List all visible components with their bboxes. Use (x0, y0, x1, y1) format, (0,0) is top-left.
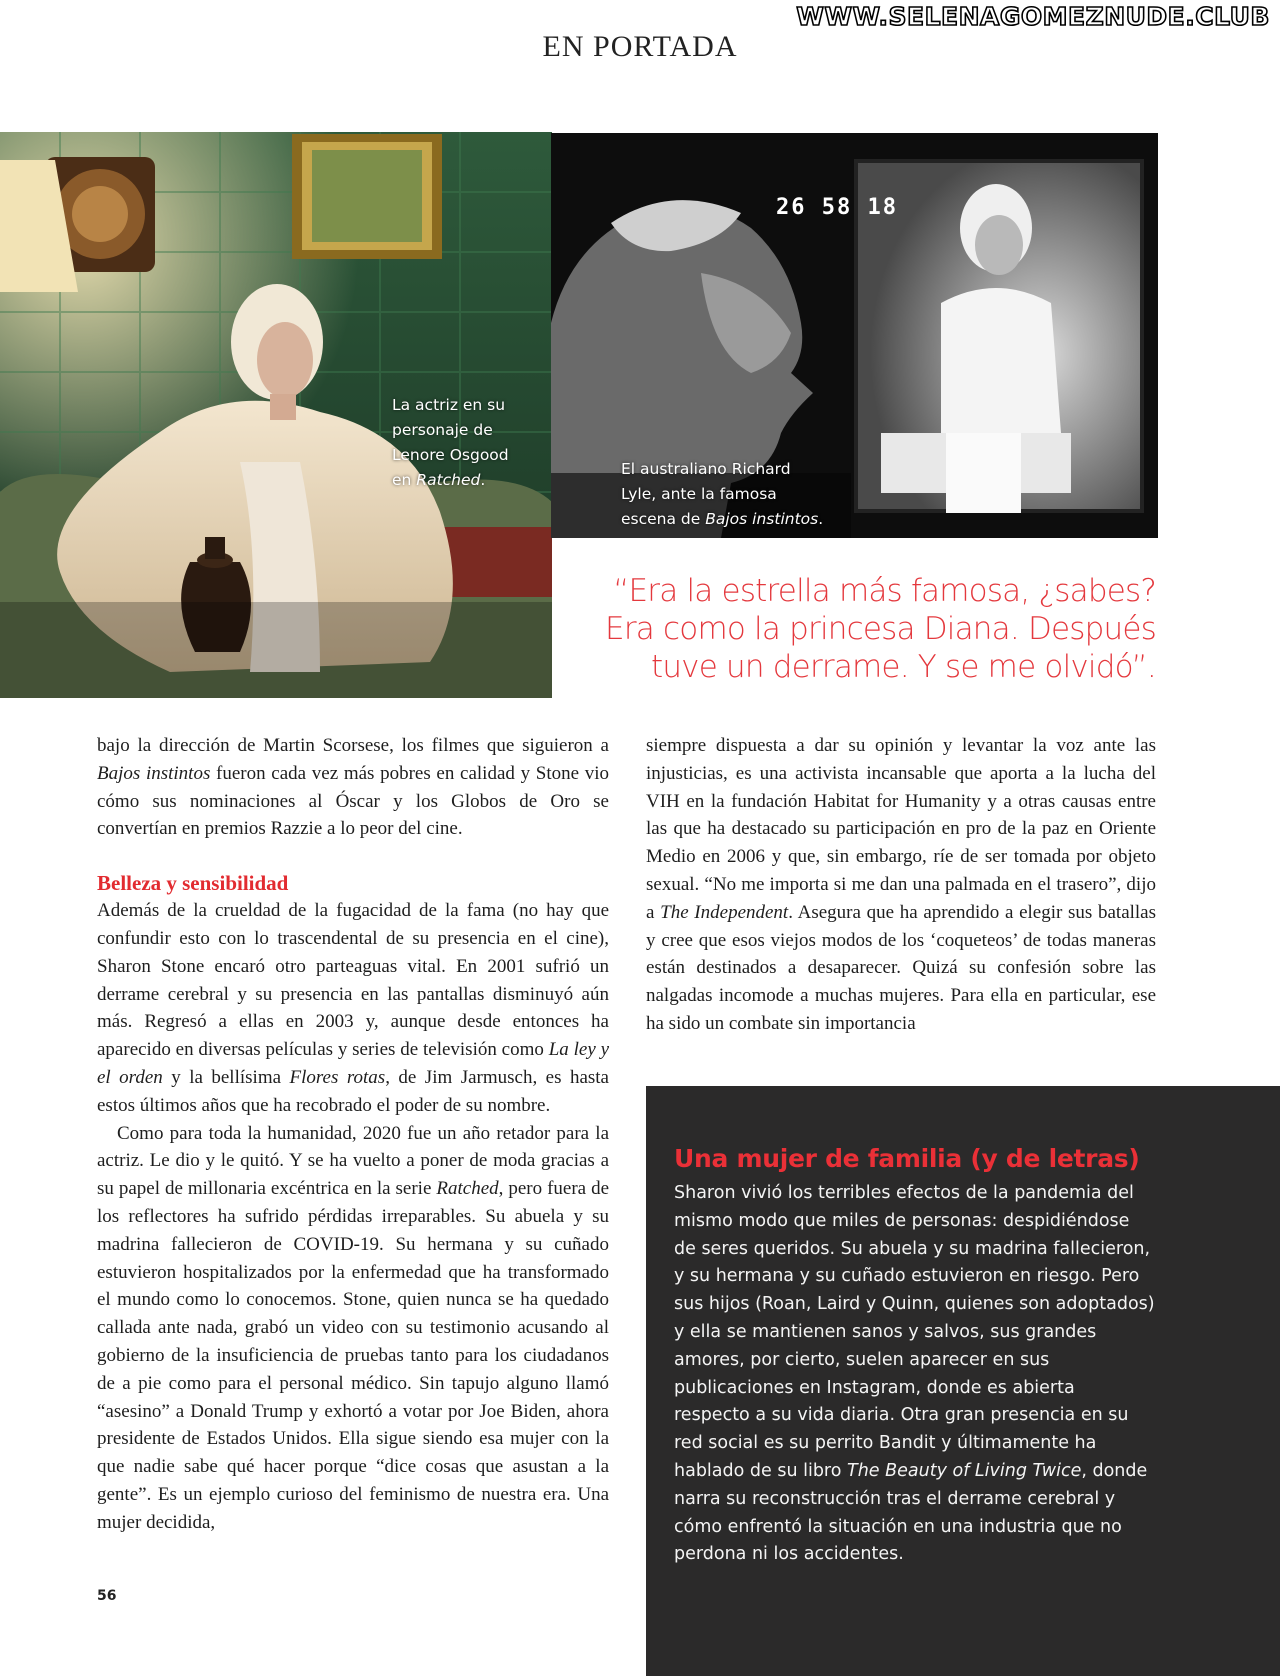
paragraph: siempre dispuesta a dar su opinión y levantar la voz ante las injusticias, es una activista incansable que aporta a la lucha del VIH en la fundación Habitat for Humanity y a otras causas entre las que ha destacado su participación en pro de la paz en Oriente Medio en 2006 y que, sin embargo, ríe de ser tomada por objeto sexual. “No me importa si me dan una palmada en el trasero”, dijo a The Independent. Asegura que ha aprendido a elegir sus batallas y cree que esos viejos modos de los ‘coqueteos’ de todas maneras están destinados a desaparecer. Quizá su confesión sobre las nalgadas incomode a muchas mujeres. Para ella en particular, ese ha sido un combate sin importancia (646, 735, 1157, 1034)
paragraph: bajo la dirección de Martin Scorsese, los filmes que siguieron a Bajos instintos fueron cada vez más pobres en calidad y Stone vio cómo sus nominaciones al Óscar y los Globos de Oro se convertían en premios Razzie a lo peor del cine. (97, 735, 609, 840)
sidebar-box (646, 1086, 1280, 1676)
sidebar-title: Una mujer de familia (y de letras) (674, 1144, 1140, 1173)
subhead: Belleza y sensibilidad (97, 871, 289, 896)
article-column-left (97, 732, 609, 1537)
caption-ratched: La actriz en su personaje de Lenore Osgood en Ratched. (392, 396, 509, 489)
watermark: WWW.SELENAGOMEZNUDE.CLUB (796, 2, 1270, 31)
caption-bajos-instintos: El australiano Richard Lyle, ante la famosa escena de Bajos instintos. (621, 460, 824, 528)
paragraph: Como para toda la humanidad, 2020 fue un año retador para la actriz. Le dio y le quitó. Y se ha vuelto a poner de moda gracias a su papel de millonaria excéntrica en la serie Ratched, pero fuera de los reflectores ha sufrido pérdidas irreparables. Su abuela y su madrina fallecieron de COVID-19. Su hermana y su cuñado estuvieron hospitalizados por la enfermedad que ha transformado el mundo como lo conocemos. Stone, quien nunca se ha quedado callada ante nada, grabó un video con su testimonio acusando al gobierno de la insuficiencia de pruebas tanto para los ciudadanos de a pie como para el personal médico. Sin tapujo alguno llamó “asesino” a Donald Trump y exhortó a votar por Joe Biden, ahora presidente de Estados Unidos. Ella sigue siendo esa mujer con la que nadie sabe qué hacer porque “dice cosas que asustan a la gente”. Es un ejemplo curioso del feminismo de nuestra era. Una mujer decidida, (97, 1122, 610, 1533)
article-column-right (646, 732, 1156, 1038)
section-header: EN PORTADA (542, 30, 738, 63)
sidebar-body: Sharon vivió los terribles efectos de la pandemia del mismo modo que miles de personas: despidiéndose de seres queridos. Su abuela y su madrina fallecieron, y su hermana y su cuñado estuvieron en riesgo. Pero sus hijos (Roan, Laird y Quinn, quienes son adoptados) y ella se mantienen sanos y salvos, sus grandes amores, por cierto, suelen aparecer en sus publicaciones en Instagram, donde es abierta respecto a su vida diaria. Otra gran presencia en su red social es su perrito Bandit y últimamente ha hablado de su libro The Beauty of Living Twice, donde narra su reconstrucción tras el derrame cerebral y cómo enfrentó la situación en una industria que no perdona ni los accidentes. (674, 1183, 1155, 1565)
photo-ratched (0, 132, 552, 698)
timecode: 26 58 18 (776, 195, 898, 220)
photo-bajos-instintos (551, 133, 1158, 538)
page-number: 56 (97, 1588, 117, 1604)
paragraph: Además de la crueldad de la fugacidad de la fama (no hay que confundir esto con lo trascendental de su presencia en el cine), Sharon Stone encaró otro parteaguas vital. En 2001 sufrió un derrame cerebral y su presencia en las pantallas disminuyó aún más. Regresó a ellas en 2003 y, aunque desde entonces ha aparecido en diversas películas y series de televisión como La ley y el orden y la bellísima Flores rotas, de Jim Jarmusch, es hasta estos últimos años que ha recobrado el poder de su nombre. (97, 900, 610, 1116)
pull-quote: “Era la estrella más famosa, ¿sabes? Era como la princesa Diana. Después tuve un derrame. Y se me olvidó”. (605, 573, 1156, 685)
